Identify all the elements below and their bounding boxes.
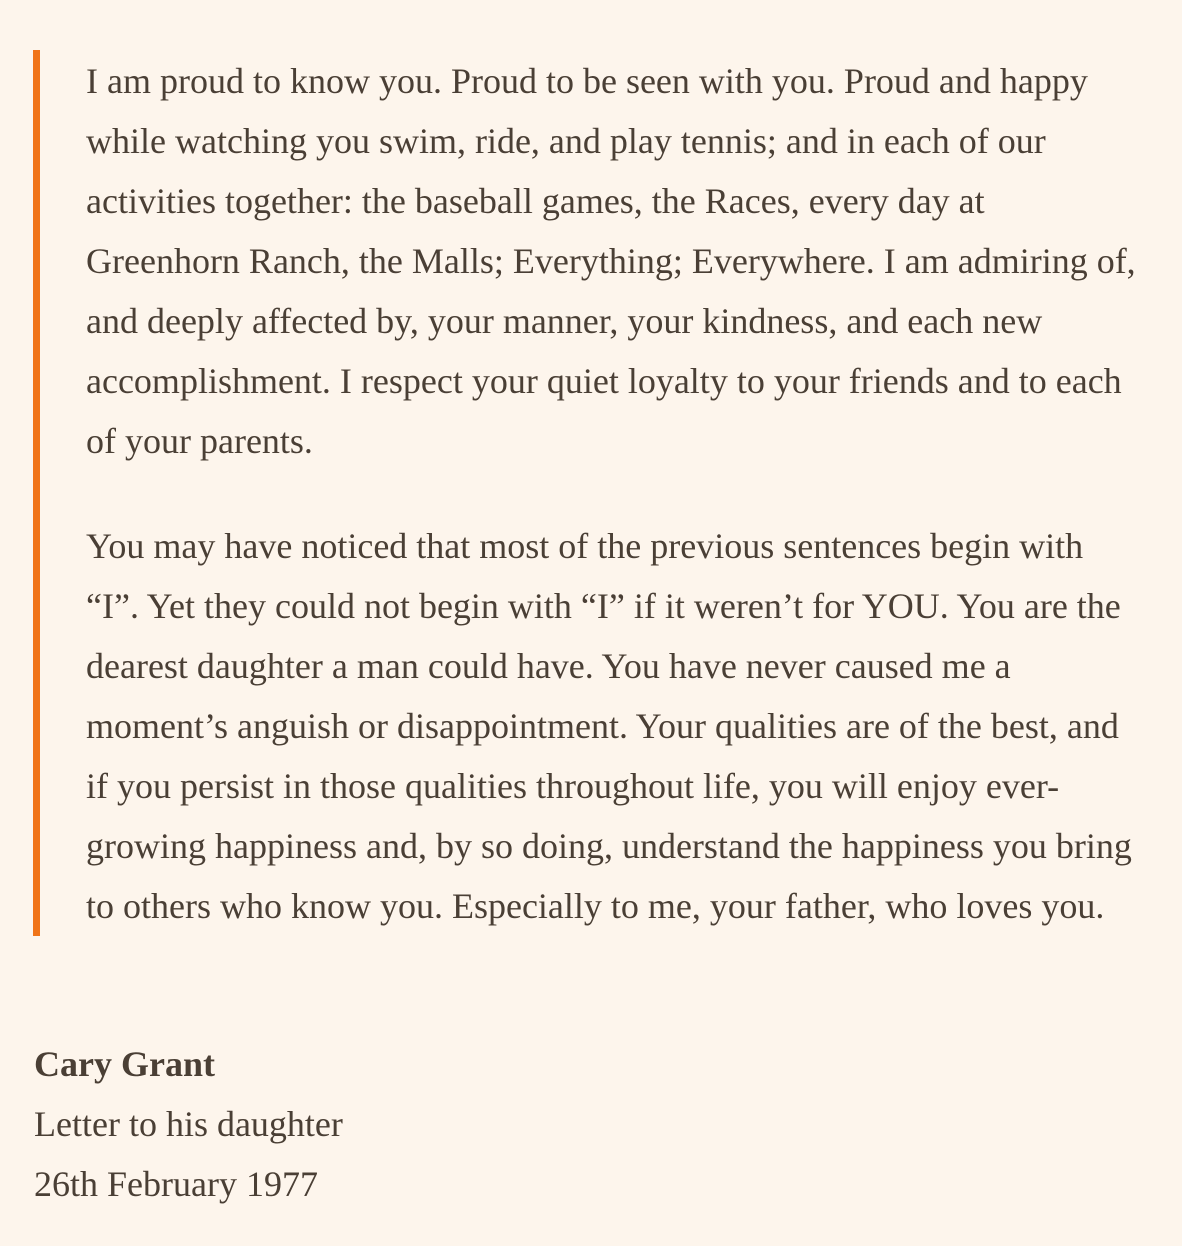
- author-name: Cary Grant: [34, 1044, 215, 1084]
- quote-paragraph-2: You may have noticed that most of the previous sentences begin with “I”. Yet they could not begin with “I” if it weren’t for YOU. You are the dearest daughter a man could have. You have never caused me a moment’s anguish or disappointment. Your qualities are of the best, and if you persist in those qualities throughout life, you will enjoy ever-growing happiness and, by so doing, understand the happiness you bring to others who know you. Especially to me, your father, who loves you.: [86, 526, 1132, 926]
- letter-quote: [33, 50, 1143, 936]
- quote-paragraph-1: I am proud to know you. Proud to be seen with you. Proud and happy while watching you swim, ride, and play tennis; and in each of our activities together: the baseball games, the Races, every day at Greenhorn Ranch, the Malls; Everything; Everywhere. I am admiring of, and deeply affected by, your manner, your kindness, and each new accomplishment. I respect your quiet loyalty to your friends and to each of your parents.: [86, 61, 1136, 461]
- source-title: Letter to his daughter: [34, 1104, 343, 1144]
- letter-date: 26th February 1977: [34, 1164, 318, 1204]
- attribution: [34, 1034, 343, 1214]
